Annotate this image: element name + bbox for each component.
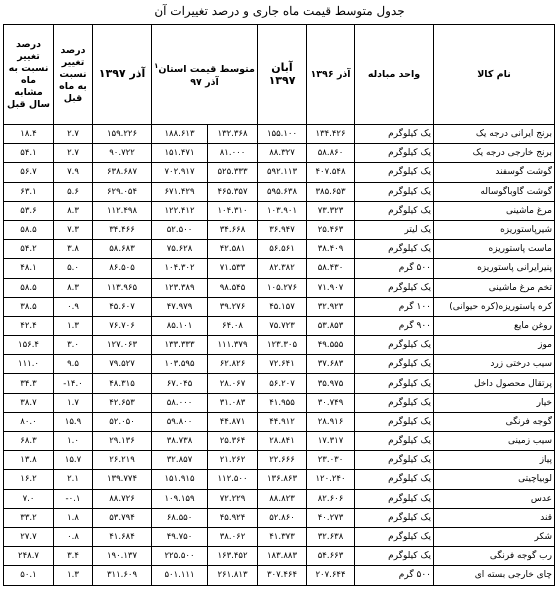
price-azar-1397-cell: ۲۶.۲۱۹ (93, 451, 152, 470)
item-name-cell: موز (434, 336, 555, 355)
header-azar-1396: آذر ۱۳۹۶ (307, 25, 355, 125)
province-max-cell: ۱۰۴.۳۰۲ (152, 259, 208, 278)
item-name-cell: کره پاستوریزه(کره حیوانی) (434, 297, 555, 316)
pct-change-year-cell: ۲۷.۷ (4, 527, 54, 546)
price-azar-1396-cell: ۸۲.۶۰۶ (307, 489, 355, 508)
table-row (4, 125, 555, 144)
unit-cell: یک کیلوگرم (355, 527, 434, 546)
province-max-cell: ۶۷.۰۴۵ (152, 374, 208, 393)
province-max-cell: ۱۲۲.۴۱۲ (152, 201, 208, 220)
price-table (3, 24, 555, 586)
price-azar-1397-cell: ۱۳۹.۷۷۴ (93, 470, 152, 489)
price-aban-1397-cell: ۷۲.۶۴۱ (258, 355, 307, 374)
table-row (4, 527, 555, 546)
price-aban-1397-cell: ۲۸.۸۴۱ (258, 432, 307, 451)
price-azar-1397-cell: ۹۰.۷۲۲ (93, 144, 152, 163)
table-row (4, 374, 555, 393)
province-min-cell: ۱۱۱.۳۷۹ (208, 336, 258, 355)
price-azar-1397-cell: ۶۲۹.۰۵۴ (93, 182, 152, 201)
table-row (4, 412, 555, 431)
province-min-cell: ۳۸.۰۶۲ (208, 527, 258, 546)
price-aban-1397-cell: ۳۰۷.۴۶۴ (258, 566, 307, 585)
header-pct-change-year: درصد تغییر نسبت به ماه مشابه سال قبل (4, 25, 54, 125)
unit-cell: ۱۰۰ گرم (355, 297, 434, 316)
price-aban-1397-cell: ۴۱.۳۷۳ (258, 527, 307, 546)
item-name-cell: گوشت گوسفند (434, 163, 555, 182)
table-row (4, 470, 555, 489)
province-min-cell: ۶۴.۰۸ (208, 316, 258, 335)
price-aban-1397-cell: ۵۲.۸۶۰ (258, 508, 307, 527)
province-min-cell: ۲۶۱.۸۱۳ (208, 566, 258, 585)
province-min-cell: ۲۵.۳۶۴ (208, 432, 258, 451)
price-azar-1397-cell: ۵۲.۰۵۰ (93, 412, 152, 431)
unit-cell: یک کیلوگرم (355, 547, 434, 566)
price-aban-1397-cell: ۵۹۲.۱۱۳ (258, 163, 307, 182)
table-row (4, 259, 555, 278)
unit-cell: یک کیلوگرم (355, 432, 434, 451)
province-max-cell: ۴۹.۷۵۰ (152, 527, 208, 546)
pct-change-month-cell: ۵.۰ (54, 259, 93, 278)
pct-change-month-cell: ۸.۳ (54, 278, 93, 297)
pct-change-month-cell: ۱.۰ (54, 432, 93, 451)
item-name-cell: شکر (434, 527, 555, 546)
province-max-cell: ۷۰۲.۹۱۷ (152, 163, 208, 182)
table-row (4, 355, 555, 374)
price-aban-1397-cell: ۴۵.۱۵۷ (258, 297, 307, 316)
item-name-cell: شیرپاستوریزه (434, 220, 555, 239)
unit-cell: یک کیلوگرم (355, 393, 434, 412)
pct-change-month-cell: ۱.۳ (54, 316, 93, 335)
price-azar-1396-cell: ۳۵.۹۷۵ (307, 374, 355, 393)
price-aban-1397-cell: ۳۶.۹۴۷ (258, 220, 307, 239)
price-aban-1397-cell: ۵۹۵.۶۳۸ (258, 182, 307, 201)
pct-change-month-cell: ۱۵.۷ (54, 451, 93, 470)
unit-cell: یک کیلوگرم (355, 240, 434, 259)
price-azar-1396-cell: ۳۲.۶۳۸ (307, 527, 355, 546)
item-name-cell: ماست پاستوریزه (434, 240, 555, 259)
header-azar-1397: آذر ۱۳۹۷ (93, 25, 152, 125)
pct-change-year-cell: ۷.۰ (4, 489, 54, 508)
pct-change-year-cell: ۱۳.۸ (4, 451, 54, 470)
price-azar-1397-cell: ۶۳۸.۶۸۷ (93, 163, 152, 182)
pct-change-year-cell: ۶۳.۱ (4, 182, 54, 201)
province-max-cell: ۳۲.۸۵۷ (152, 451, 208, 470)
unit-cell: ۹۰۰ گرم (355, 316, 434, 335)
pct-change-year-cell: ۵۴.۲ (4, 240, 54, 259)
price-azar-1396-cell: ۵۸.۴۳۰ (307, 259, 355, 278)
price-azar-1396-cell: ۲۳.۰۳۰ (307, 451, 355, 470)
table-title: جدول متوسط قیمت ماه جاری و درصد تغییرات آن (154, 4, 405, 18)
pct-change-month-cell: ۷.۹ (54, 163, 93, 182)
unit-cell: یک کیلوگرم (355, 278, 434, 297)
province-min-cell: ۴۶۵.۳۵۷ (208, 182, 258, 201)
table-row (4, 163, 555, 182)
table-row (4, 240, 555, 259)
unit-cell: یک کیلوگرم (355, 182, 434, 201)
pct-change-year-cell: ۲۴۸.۷ (4, 547, 54, 566)
unit-cell: ۵۰۰ گرم (355, 259, 434, 278)
table-row (4, 278, 555, 297)
price-aban-1397-cell: ۸۲.۳۸۲ (258, 259, 307, 278)
price-azar-1397-cell: ۱۵۹.۲۲۶ (93, 125, 152, 144)
price-azar-1396-cell: ۳۸۵.۶۵۳ (307, 182, 355, 201)
pct-change-month-cell: ۱.۳ (54, 566, 93, 585)
pct-change-year-cell: ۸۰.۰ (4, 412, 54, 431)
pct-change-year-cell: ۱۱۱.۰ (4, 355, 54, 374)
price-azar-1397-cell: ۴۲.۶۵۳ (93, 393, 152, 412)
unit-cell: یک کیلوگرم (355, 489, 434, 508)
price-azar-1396-cell: ۲۰۷.۶۴۴ (307, 566, 355, 585)
province-min-cell: ۵۲۵.۳۳۳ (208, 163, 258, 182)
table-row (4, 182, 555, 201)
price-azar-1397-cell: ۷۶.۷۰۶ (93, 316, 152, 335)
unit-cell: یک کیلوگرم (355, 355, 434, 374)
price-azar-1397-cell: ۱۲۷.۰۶۳ (93, 336, 152, 355)
table-row (4, 508, 555, 527)
province-min-cell: ۱۰۴.۳۱۰ (208, 201, 258, 220)
unit-cell: یک کیلوگرم (355, 144, 434, 163)
province-max-cell: ۱۳۳.۳۳۳ (152, 336, 208, 355)
pct-change-month-cell: ۰.۹ (54, 297, 93, 316)
price-azar-1397-cell: ۴۵.۶۰۷ (93, 297, 152, 316)
price-aban-1397-cell: ۴۴.۹۱۲ (258, 412, 307, 431)
price-azar-1396-cell: ۴۹.۵۵۵ (307, 336, 355, 355)
price-azar-1396-cell: ۱۳۴.۴۲۶ (307, 125, 355, 144)
price-aban-1397-cell: ۵۶.۵۶۱ (258, 240, 307, 259)
unit-cell: یک کیلوگرم (355, 201, 434, 220)
price-azar-1396-cell: ۲۸.۹۱۶ (307, 412, 355, 431)
table-header-row (4, 25, 555, 125)
province-max-cell: ۳۸.۷۳۸ (152, 432, 208, 451)
item-name-cell: رب گوجه فرنگی (434, 547, 555, 566)
header-pct-change-month: درصد تغییر نسبت به ماه قبل (54, 25, 93, 125)
item-name-cell: سیب درختی زرد (434, 355, 555, 374)
price-azar-1397-cell: ۵۸.۶۸۳ (93, 240, 152, 259)
price-azar-1397-cell: ۲۹.۱۳۶ (93, 432, 152, 451)
pct-change-year-cell: ۵۰.۱ (4, 566, 54, 585)
price-aban-1397-cell: ۱۰۵.۲۷۶ (258, 278, 307, 297)
pct-change-month-cell: ۱.۷ (54, 393, 93, 412)
header-unit: واحد مبادله (355, 25, 434, 125)
price-aban-1397-cell: ۸۸.۸۲۳ (258, 489, 307, 508)
province-min-cell: ۱۱۲.۵۰۰ (208, 470, 258, 489)
unit-cell: یک کیلوگرم (355, 336, 434, 355)
price-aban-1397-cell: ۴۱.۹۵۵ (258, 393, 307, 412)
province-min-cell: ۳۱.۰۸۳ (208, 393, 258, 412)
table-row (4, 451, 555, 470)
price-azar-1397-cell: ۳۱۱.۶۰۹ (93, 566, 152, 585)
item-name-cell: گوشت گاوباگوساله (434, 182, 555, 201)
province-max-cell: ۲۲۵.۵۰۰ (152, 547, 208, 566)
province-max-cell: ۶۷۱.۴۲۹ (152, 182, 208, 201)
item-name-cell: عدس (434, 489, 555, 508)
unit-cell: یک کیلوگرم (355, 470, 434, 489)
price-azar-1396-cell: ۱۷.۳۱۷ (307, 432, 355, 451)
item-name-cell: برنج ایرانی درجه یک (434, 125, 555, 144)
item-name-cell: پیاز (434, 451, 555, 470)
price-azar-1397-cell: ۸۸.۷۲۶ (93, 489, 152, 508)
price-azar-1397-cell: ۸۶.۵۰۵ (93, 259, 152, 278)
pct-change-month-cell: ۵.۶ (54, 182, 93, 201)
item-name-cell: پنیرایرانی پاستوریزه (434, 259, 555, 278)
price-azar-1396-cell: ۵۳.۸۵۳ (307, 316, 355, 335)
item-name-cell: برنج خارجی درجه یک (434, 144, 555, 163)
price-azar-1396-cell: ۷۱.۹۰۷ (307, 278, 355, 297)
item-name-cell: قند (434, 508, 555, 527)
table-row (4, 336, 555, 355)
price-aban-1397-cell: ۸۸.۳۲۷ (258, 144, 307, 163)
province-min-cell: ۸۱.۰۰۰ (208, 144, 258, 163)
pct-change-year-cell: ۵۶.۷ (4, 163, 54, 182)
province-min-cell: ۴۴.۸۷۱ (208, 412, 258, 431)
price-azar-1397-cell: ۳۴.۴۶۶ (93, 220, 152, 239)
province-max-cell: ۱۰۹.۱۵۹ (152, 489, 208, 508)
pct-change-year-cell: ۶۸.۳ (4, 432, 54, 451)
unit-cell: یک کیلوگرم (355, 125, 434, 144)
province-min-cell: ۷۱.۵۳۳ (208, 259, 258, 278)
pct-change-month-cell: ۹.۵ (54, 355, 93, 374)
price-azar-1396-cell: ۲۵.۴۶۳ (307, 220, 355, 239)
price-aban-1397-cell: ۱۰۳.۹۰۱ (258, 201, 307, 220)
unit-cell: یک کیلوگرم (355, 508, 434, 527)
pct-change-month-cell: ۰.۸ (54, 527, 93, 546)
pct-change-month-cell: ۳.۴ (54, 547, 93, 566)
province-max-cell: ۴۷.۹۷۹ (152, 297, 208, 316)
item-name-cell: گوجه فرنگی (434, 412, 555, 431)
province-min-cell: ۲۸.۰۶۷ (208, 374, 258, 393)
pct-change-year-cell: ۳۴.۳ (4, 374, 54, 393)
table-row (4, 316, 555, 335)
pct-change-month-cell: ۲.۱ (54, 470, 93, 489)
unit-cell: یک کیلوگرم (355, 163, 434, 182)
price-azar-1397-cell: ۴۱.۶۸۴ (93, 527, 152, 546)
province-max-cell: ۵۸.۰۰۰ (152, 393, 208, 412)
price-aban-1397-cell: ۵۶.۲۰۷ (258, 374, 307, 393)
price-azar-1396-cell: ۴۰.۲۷۳ (307, 508, 355, 527)
item-name-cell: چای خارجی بسته ای (434, 566, 555, 585)
item-name-cell: سیب زمینی (434, 432, 555, 451)
table-row (4, 489, 555, 508)
table-row (4, 220, 555, 239)
pct-change-year-cell: ۵۴.۱ (4, 144, 54, 163)
province-min-cell: ۲۱.۲۶۲ (208, 451, 258, 470)
pct-change-year-cell: ۵۸.۵ (4, 278, 54, 297)
province-min-cell: ۱۶۳.۴۵۲ (208, 547, 258, 566)
price-azar-1397-cell: ۱۱۳.۹۶۵ (93, 278, 152, 297)
price-azar-1396-cell: ۳۷.۶۸۳ (307, 355, 355, 374)
price-azar-1396-cell: ۳۸.۴۰۹ (307, 240, 355, 259)
table-row (4, 547, 555, 566)
province-min-cell: ۴۲.۵۸۱ (208, 240, 258, 259)
price-azar-1396-cell: ۱۲۰.۲۴۰ (307, 470, 355, 489)
pct-change-year-cell: ۳۳.۲ (4, 508, 54, 527)
pct-change-year-cell: ۱۸.۴ (4, 125, 54, 144)
province-max-cell: ۱۸۸.۶۱۳ (152, 125, 208, 144)
pct-change-year-cell: ۵۸.۵ (4, 220, 54, 239)
pct-change-month-cell: ۱۵.۹ (54, 412, 93, 431)
province-max-cell: ۵۰۱.۱۱۱ (152, 566, 208, 585)
price-aban-1397-cell: ۱۵۵.۱۰۰ (258, 125, 307, 144)
province-max-cell: ۱۰۳.۵۹۵ (152, 355, 208, 374)
price-azar-1397-cell: ۷۹.۵۲۷ (93, 355, 152, 374)
price-azar-1397-cell: ۱۹۰.۱۳۷ (93, 547, 152, 566)
price-azar-1396-cell: ۳۰.۷۴۹ (307, 393, 355, 412)
pct-change-month-cell: ۱۴.۰- (54, 374, 93, 393)
item-name-cell: مرغ ماشینی (434, 201, 555, 220)
pct-change-month-cell: ۰.۱- (54, 489, 93, 508)
price-azar-1396-cell: ۵۸.۸۶۰ (307, 144, 355, 163)
price-azar-1397-cell: ۵۳.۷۹۴ (93, 508, 152, 527)
province-max-cell: ۱۵۱.۴۷۱ (152, 144, 208, 163)
price-azar-1397-cell: ۱۱۲.۴۹۸ (93, 201, 152, 220)
province-max-cell: ۵۹.۸۰۰ (152, 412, 208, 431)
price-azar-1396-cell: ۳۲.۹۲۳ (307, 297, 355, 316)
province-max-cell: ۱۵۱.۹۱۵ (152, 470, 208, 489)
price-aban-1397-cell: ۱۸۳.۸۸۳ (258, 547, 307, 566)
price-azar-1397-cell: ۴۸.۳۱۵ (93, 374, 152, 393)
pct-change-year-cell: ۳۸.۵ (4, 297, 54, 316)
item-name-cell: پرتقال محصول داخل (434, 374, 555, 393)
pct-change-month-cell: ۲.۷ (54, 144, 93, 163)
province-min-cell: ۳۹.۲۷۶ (208, 297, 258, 316)
price-azar-1396-cell: ۵۴.۶۶۳ (307, 547, 355, 566)
pct-change-year-cell: ۴۲.۴ (4, 316, 54, 335)
province-max-cell: ۱۲۳.۳۸۹ (152, 278, 208, 297)
item-name-cell: تخم مرغ ماشینی (434, 278, 555, 297)
price-aban-1397-cell: ۱۳۶.۸۶۳ (258, 470, 307, 489)
province-max-cell: ۷۵.۶۲۸ (152, 240, 208, 259)
pct-change-year-cell: ۱۵۶.۴ (4, 336, 54, 355)
table-row (4, 144, 555, 163)
province-min-cell: ۹۸.۵۴۵ (208, 278, 258, 297)
item-name-cell: لوبیاچیتی (434, 470, 555, 489)
province-max-cell: ۶۸.۵۵۰ (152, 508, 208, 527)
pct-change-month-cell: ۱.۸ (54, 508, 93, 527)
price-aban-1397-cell: ۱۲۳.۳۰۵ (258, 336, 307, 355)
pct-change-year-cell: ۳۸.۷ (4, 393, 54, 412)
header-province-average: متوسط قیمت استان$^۱$ آذر ۹۷ (152, 25, 258, 125)
table-row (4, 393, 555, 412)
price-aban-1397-cell: ۷۵.۷۲۳ (258, 316, 307, 335)
province-max-cell: ۵۲.۵۰۰ (152, 220, 208, 239)
pct-change-month-cell: ۷.۳ (54, 220, 93, 239)
price-aban-1397-cell: ۲۲.۶۶۶ (258, 451, 307, 470)
province-max-cell: ۸۵.۱۰۱ (152, 316, 208, 335)
unit-cell: یک کیلوگرم (355, 412, 434, 431)
province-min-cell: ۶۲.۸۲۶ (208, 355, 258, 374)
table-row (4, 201, 555, 220)
table-row (4, 432, 555, 451)
pct-change-year-cell: ۱۶.۲ (4, 470, 54, 489)
table-row (4, 566, 555, 585)
table-row (4, 297, 555, 316)
unit-cell: یک کیلوگرم (355, 451, 434, 470)
province-min-cell: ۳۴.۶۶۸ (208, 220, 258, 239)
province-min-cell: ۴۵.۹۲۴ (208, 508, 258, 527)
province-min-cell: ۱۳۲.۳۶۸ (208, 125, 258, 144)
province-min-cell: ۷۲.۲۲۹ (208, 489, 258, 508)
item-name-cell: خیار (434, 393, 555, 412)
price-azar-1396-cell: ۷۳.۳۲۳ (307, 201, 355, 220)
unit-cell: ۵۰۰ گرم (355, 566, 434, 585)
pct-change-year-cell: ۴۸.۱ (4, 259, 54, 278)
unit-cell: یک کیلوگرم (355, 374, 434, 393)
pct-change-month-cell: ۳.۸ (54, 240, 93, 259)
header-item-name: نام کالا (434, 25, 555, 125)
header-aban-1397: آبان ۱۳۹۷ (258, 25, 307, 125)
price-azar-1396-cell: ۴۰۷.۵۴۸ (307, 163, 355, 182)
pct-change-month-cell: ۲.۷ (54, 125, 93, 144)
pct-change-month-cell: ۳.۰ (54, 336, 93, 355)
pct-change-year-cell: ۵۳.۶ (4, 201, 54, 220)
item-name-cell: روغن مایع (434, 316, 555, 335)
pct-change-month-cell: ۸.۳ (54, 201, 93, 220)
unit-cell: یک لیتر (355, 220, 434, 239)
